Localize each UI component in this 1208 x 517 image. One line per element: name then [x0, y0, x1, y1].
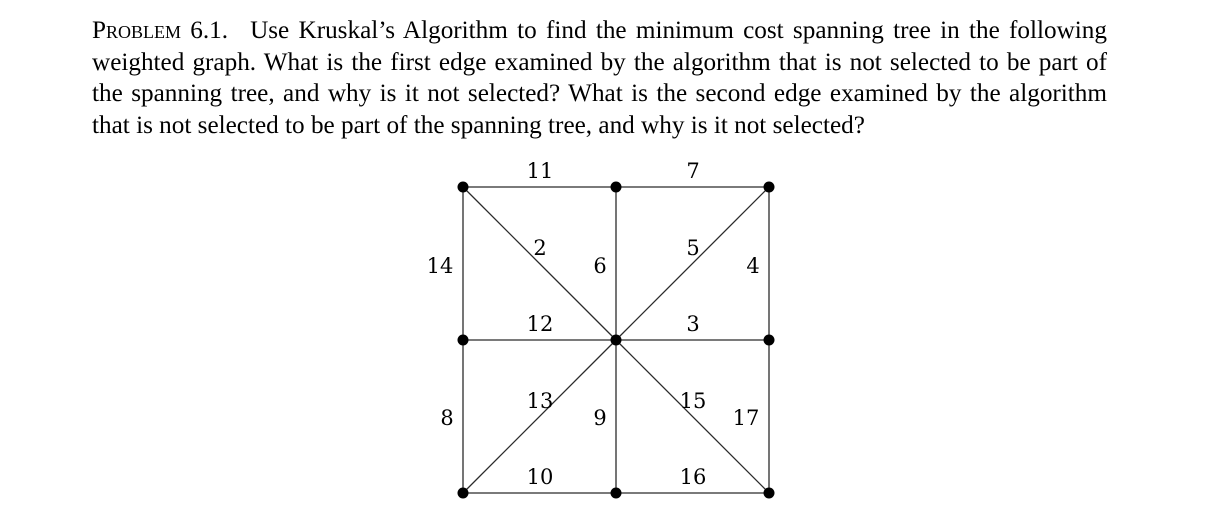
vertex-tm: [611, 182, 622, 193]
edge-weight-label: 16: [679, 465, 707, 489]
vertex-tr: [764, 182, 775, 193]
edge-weight-label: 3: [686, 312, 700, 336]
edge-weight-label: 4: [746, 254, 760, 278]
problem-body: Use Kruskal’s Algorithm to find the minimum cost spanning tree in the following weighted graph. What is the first edge examined by the algorithm that is not selected to be part of the spanning tree, and why is it not selected? What is the second edge examined by the algorithm that is not selected to be part of the spanning tree, and why is it not selected?: [92, 17, 1107, 139]
edge-weight-label: 2: [533, 236, 547, 260]
vertex-ml: [458, 335, 469, 346]
vertex-br: [764, 488, 775, 499]
edge-weight-label: 5: [686, 236, 700, 260]
vertex-mr: [764, 335, 775, 346]
edge-weight-label: 10: [526, 465, 554, 489]
edge-weight-label: 8: [440, 406, 454, 430]
edge-weight-label: 15: [679, 389, 707, 413]
problem-heading: Problem 6.1.: [92, 17, 229, 44]
edge-weight-label: 12: [526, 312, 554, 336]
edge-weight-label: 13: [526, 389, 554, 413]
vertex-bm: [611, 488, 622, 499]
vertex-tl: [458, 182, 469, 193]
edge-weight-label: 7: [686, 159, 700, 183]
vertex-bl: [458, 488, 469, 499]
edge-weight-label: 14: [426, 254, 454, 278]
edge-weight-label: 17: [732, 406, 760, 430]
vertex-c: [611, 335, 622, 346]
edge-weight-label: 6: [593, 254, 607, 278]
edge-weight-label: 11: [526, 159, 554, 183]
edge-weight-label: 9: [593, 406, 607, 430]
edge-weight-labels: [427, 159, 760, 489]
